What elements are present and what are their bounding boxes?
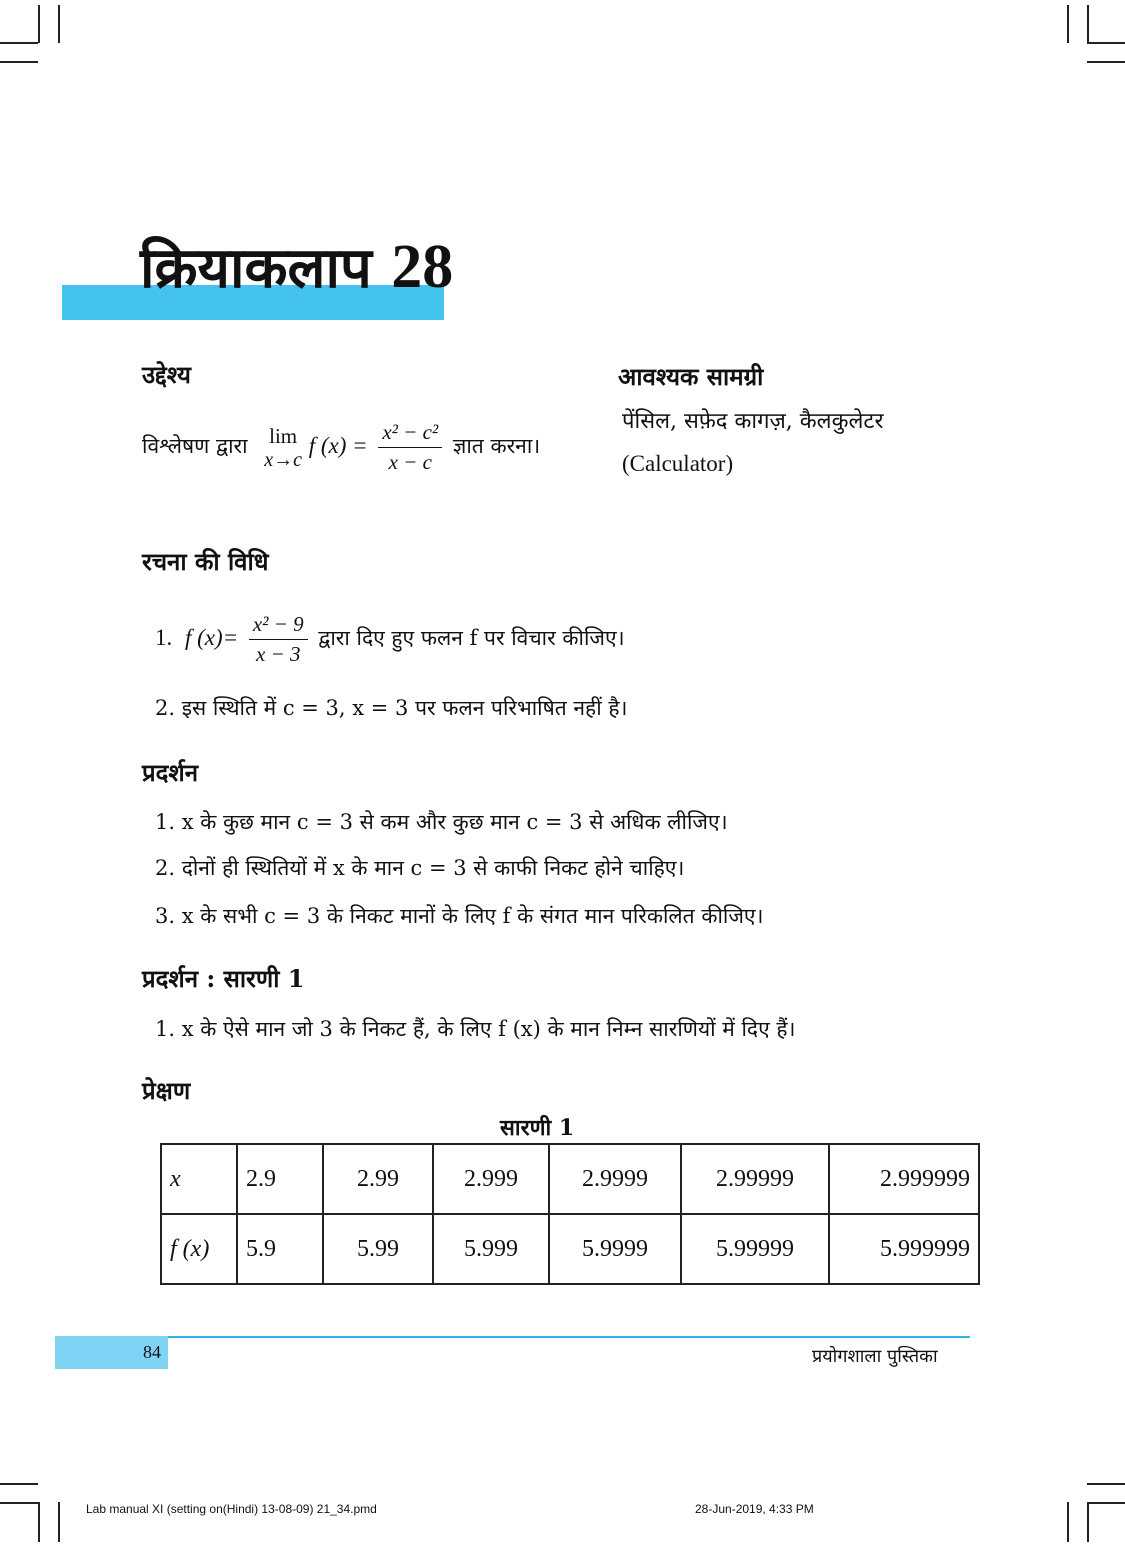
page-number: 84 <box>143 1342 161 1362</box>
table-cell: 2.999999 <box>829 1144 979 1214</box>
materials-line1: पेंसिल, सफ़ेद कागज़, कैलकुलेटर <box>622 409 884 434</box>
crop-mark <box>1087 42 1125 44</box>
limit-subscript: x→c <box>264 448 302 471</box>
method-heading: रचना की विधि <box>142 547 269 576</box>
table-cell: 2.99 <box>323 1144 433 1214</box>
materials-line2: (Calculator) <box>622 451 734 476</box>
observation-heading: प्रेक्षण <box>142 1076 191 1105</box>
table-cell: f (x) <box>161 1214 237 1284</box>
table-cell: 2.99999 <box>681 1144 829 1214</box>
step1-function: f (x)= <box>184 625 239 650</box>
objective-prefix: विश्लेषण द्वारा <box>142 434 248 458</box>
table-cell: 5.99 <box>323 1214 433 1284</box>
fraction-denominator: x − c <box>388 450 432 474</box>
crop-mark <box>0 42 38 44</box>
step1-denominator: x − 3 <box>255 642 301 666</box>
demo-item-2: 2. दोनों ही स्थितियों में x के मान c = 3 से काफी निकट होने चाहिए। <box>155 856 685 880</box>
crop-mark <box>1067 1502 1069 1542</box>
crop-mark <box>58 1502 60 1542</box>
title-label: क्रियाकलाप <box>140 235 372 301</box>
table-cell: 5.99999 <box>681 1214 829 1284</box>
step1-fraction <box>249 612 308 667</box>
table-row-fx <box>161 1214 979 1284</box>
limit-label: lim <box>269 423 298 448</box>
demo-table-item: 1. x के ऐसे मान जो 3 के निकट हैं, के लिए f (x) के मान निम्न सारणियों में दिए हैं। <box>155 1017 796 1041</box>
crop-mark <box>58 5 60 43</box>
crop-mark <box>0 61 38 63</box>
objective-fraction <box>378 420 442 475</box>
table-cell: 2.999 <box>433 1144 549 1214</box>
objective-suffix: ज्ञात करना। <box>452 434 541 458</box>
objective-heading: उद्देश्य <box>142 360 191 389</box>
table-cell: 5.999999 <box>829 1214 979 1284</box>
footer-rule <box>168 1336 970 1338</box>
demo-item-3: 3. x के सभी c = 3 के निकट मानों के लिए f के संगत मान परिकलित कीजिए। <box>155 904 764 928</box>
table-caption: सारणी 1 <box>500 1115 575 1141</box>
table-cell: 2.9 <box>237 1144 323 1214</box>
objective-text <box>142 420 540 475</box>
crop-mark <box>0 1483 38 1485</box>
table-cell: 5.9999 <box>549 1214 681 1284</box>
crop-mark <box>1087 1502 1125 1504</box>
crop-mark <box>1087 1483 1125 1485</box>
crop-mark <box>38 1502 40 1542</box>
table-row-x <box>161 1144 979 1214</box>
method-step-1 <box>155 612 625 667</box>
table-cell: 2.9999 <box>549 1144 681 1214</box>
demo-table-heading: प्रदर्शन : सारणी 1 <box>142 964 305 993</box>
objective-function: f (x) = <box>308 433 368 458</box>
step1-numerator: x² − 9 <box>249 612 308 640</box>
method-step-2: 2. इस स्थिति में c = 3, x = 3 पर फलन परिभाषित नहीं है। <box>155 696 628 720</box>
book-title: प्रयोगशाला पुस्तिका <box>812 1346 938 1367</box>
step1-text: द्वारा दिए हुए फलन f पर विचार कीजिए। <box>318 626 625 650</box>
demo-heading: प्रदर्शन <box>142 758 199 787</box>
page-title <box>140 228 453 304</box>
materials-heading: आवश्यक सामग्री <box>618 362 764 391</box>
table-cell: 5.9 <box>237 1214 323 1284</box>
crop-mark <box>1087 61 1125 63</box>
title-number: 28 <box>391 233 454 301</box>
crop-mark <box>1067 5 1069 43</box>
observation-table <box>160 1143 980 1285</box>
table-cell: 5.999 <box>433 1214 549 1284</box>
step-number: 1. <box>155 625 173 650</box>
table-cell: x <box>161 1144 237 1214</box>
demo-item-1: 1. x के कुछ मान c = 3 से कम और कुछ मान c = 3 से अधिक लीजिए। <box>155 810 728 834</box>
fraction-numerator: x² − c² <box>378 420 442 448</box>
crop-mark <box>1087 1502 1089 1542</box>
crop-mark <box>38 5 40 43</box>
slug-filename: Lab manual XI (setting on(Hindi) 13-08-09) 21_34.pmd <box>86 1502 377 1516</box>
crop-mark <box>0 1502 38 1504</box>
crop-mark <box>1087 5 1089 43</box>
slug-timestamp: 28-Jun-2019, 4:33 PM <box>695 1502 814 1516</box>
limit-expression <box>264 424 302 472</box>
